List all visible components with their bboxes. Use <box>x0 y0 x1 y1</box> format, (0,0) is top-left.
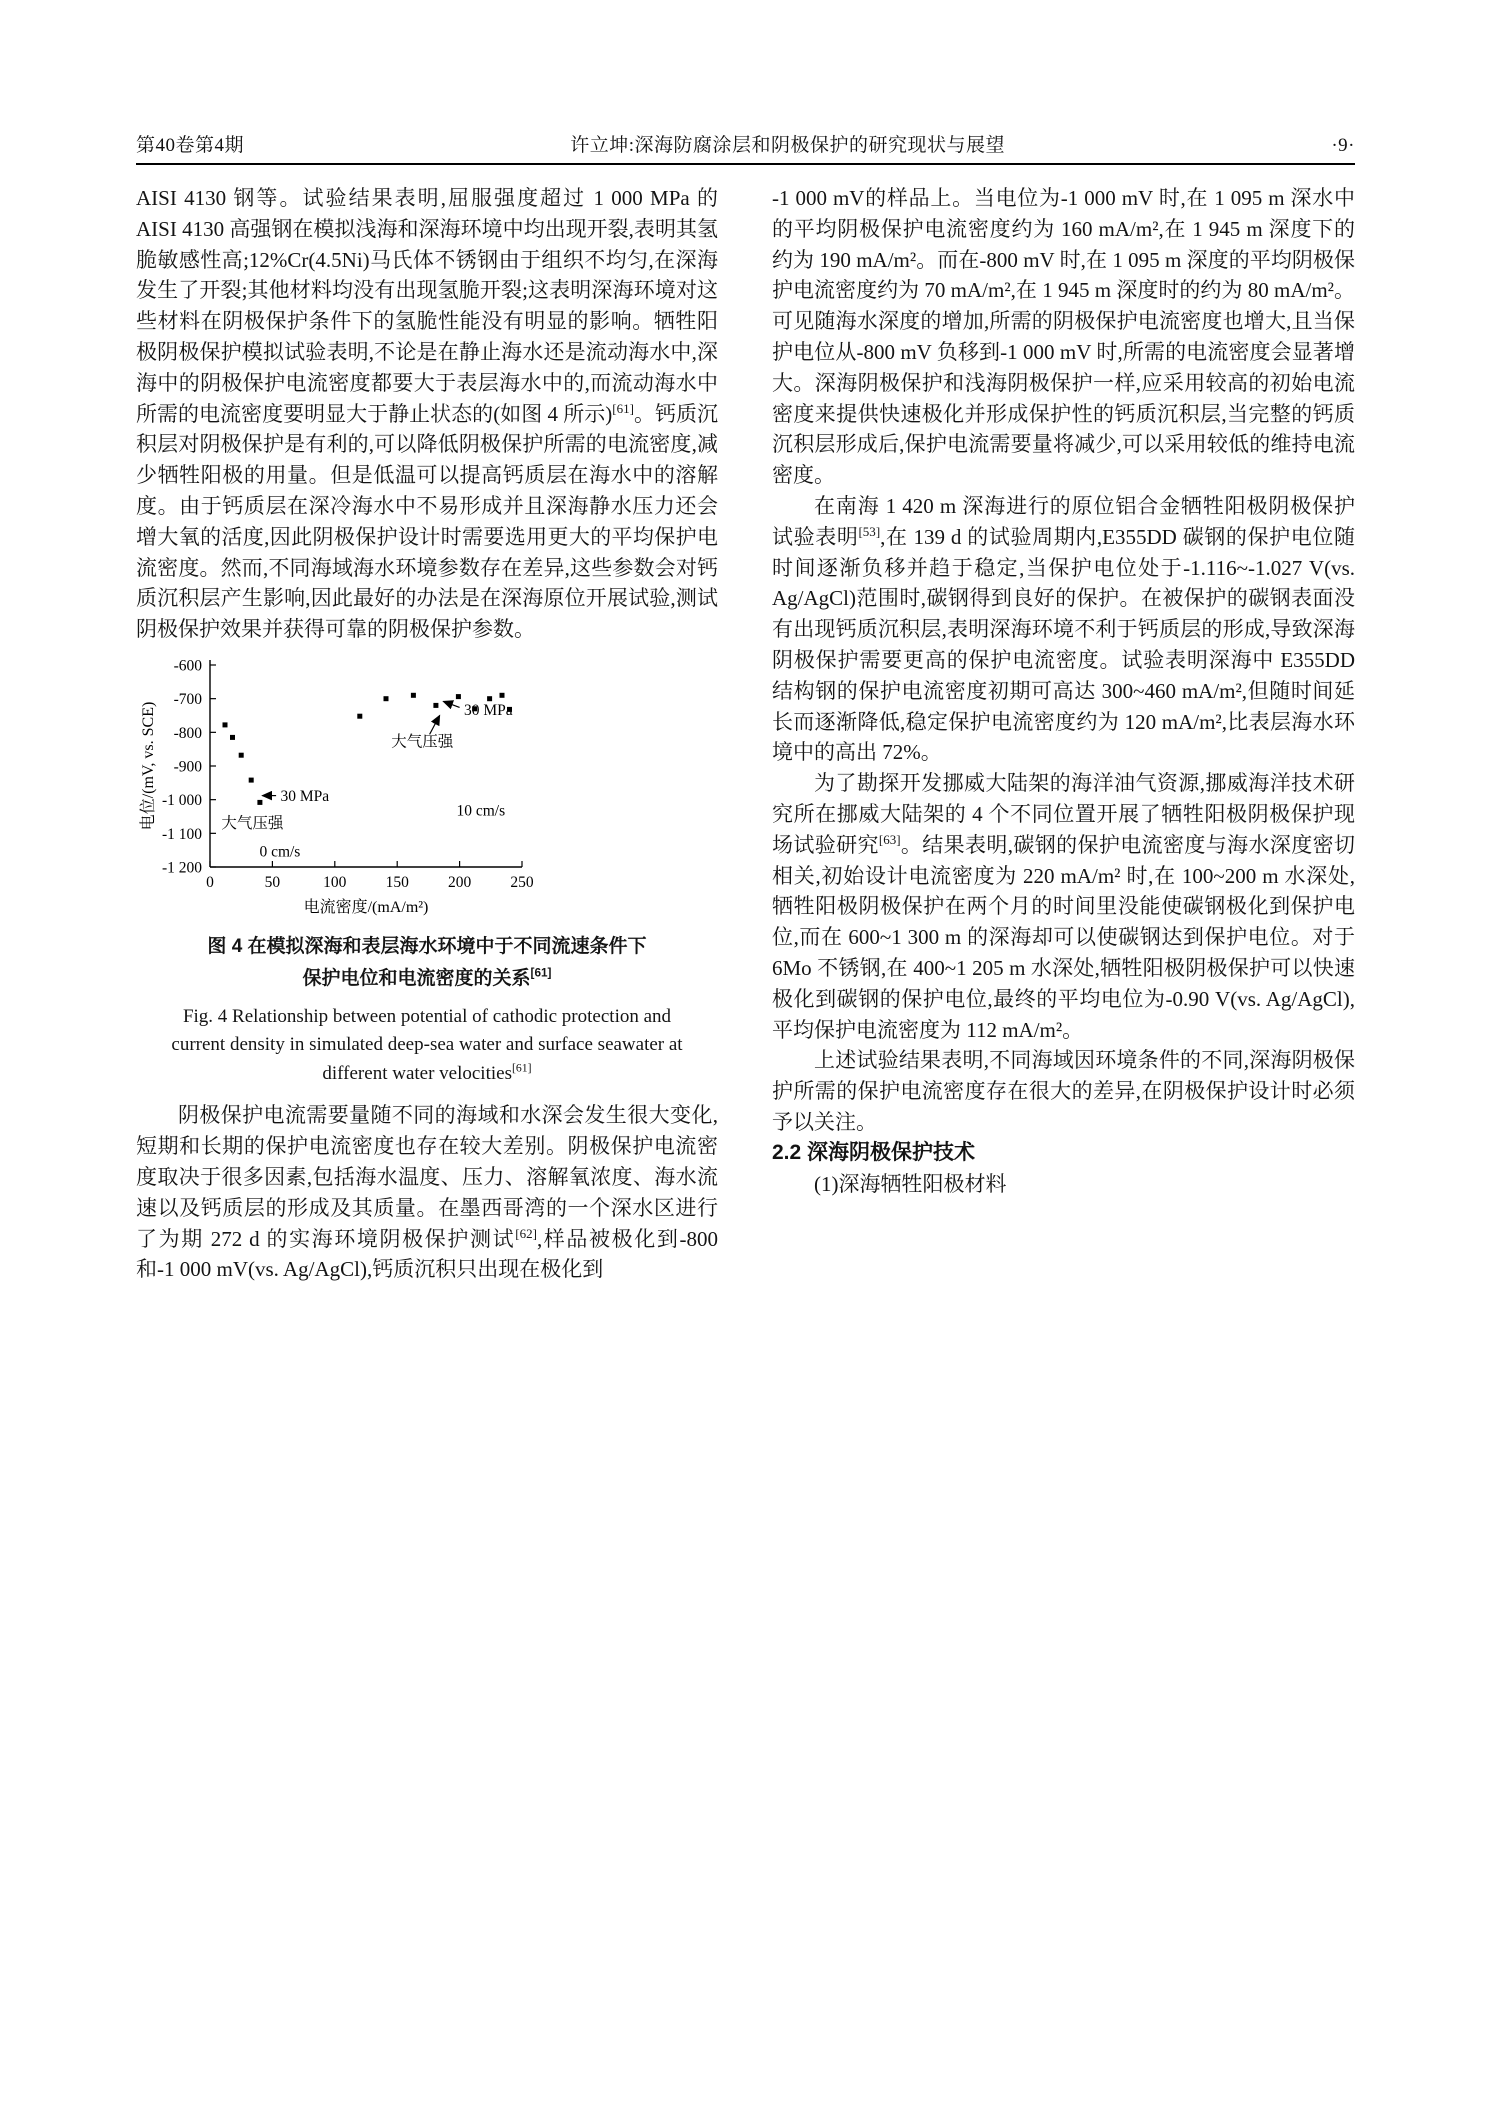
chart-data-point <box>223 722 228 727</box>
chart-data-point <box>433 703 438 708</box>
x-tick-label: 150 <box>385 873 409 891</box>
chart-data-point <box>239 753 244 758</box>
chart-y-axis-label: 电位/(mV, vs. SCE) <box>140 701 157 831</box>
chart-annotation: 30 MPa <box>463 701 513 719</box>
chart-annotation: 大气压强 <box>221 815 284 833</box>
chart-annotation: 30 MPa <box>280 788 330 806</box>
running-title: 许立坤:深海防腐涂层和阴极保护的研究现状与展望 <box>570 135 1006 156</box>
chart-data-point <box>384 696 389 701</box>
chart-annotation: 10 cm/s <box>456 802 506 820</box>
right-column <box>772 183 1355 1199</box>
x-tick-label: 100 <box>323 873 347 891</box>
chart-data-point <box>500 693 505 698</box>
paragraph: (1)深海牺牲阳极材料 <box>814 1171 1007 1196</box>
chart-data-point <box>230 735 235 740</box>
chart-annotation: 0 cm/s <box>259 843 301 861</box>
y-tick-label: -1 100 <box>161 825 202 843</box>
paragraph: 在南海 1 420 m 深海进行的原位铝合金牺牲阳极阴极保护试验表明[53],在 139 d 的试验周期内,E355DD 碳钢的保护电位随时间逐渐负移并趋于稳定,当保护电位处于-1.116~-1.027 V(vs. Ag/AgCl)范围时,碳钢得到良好的保护。在被保护的碳钢表面没有出现钙质沉积层,表明深海环境不利于钙质层的形成,导致深海阴极保护需要更高的保护电流密度。试验表明深海中 E355DD 结构钢的保护电流密度初期可高达 300~460 mA/m²,但随时间延长而逐渐降低,稳定保护电流密度约为 120 mA/m²,比表层海水环境中的高出 72%。 <box>772 493 1355 765</box>
figure-caption-zh-line1: 图 4 在模拟深海和表层海水环境中于不同流速条件下 <box>207 935 647 957</box>
figure-4 <box>136 655 718 1089</box>
chart-data-point <box>257 800 262 805</box>
chart-data-point <box>487 696 492 701</box>
chart-data-point <box>456 694 461 699</box>
figure4-chart <box>136 655 536 923</box>
chart-data-point <box>411 693 416 698</box>
paragraph: 上述试验结果表明,不同海域因环境条件的不同,深海阴极保护所需的保护电流密度存在很大的差异,在阴极保护设计时必须予以关注。 <box>772 1048 1355 1134</box>
x-tick-label: 200 <box>447 873 472 891</box>
y-tick-label: -900 <box>173 758 202 776</box>
figure-caption-zh-line2: 保护电位和电流密度的关系[61] <box>302 966 552 989</box>
header-rule <box>136 163 1355 165</box>
figure-caption-en: Fig. 4 Relationship between potential of cathodic protection and current density in simulated deep-sea water and surface seawater at different water velocities[61] <box>171 1005 683 1084</box>
x-tick-label: 250 <box>510 873 534 891</box>
page-number: ·9· <box>1331 135 1355 156</box>
paragraph: 阴极保护电流需要量随不同的海域和水深会发生很大变化,短期和长期的保护电流密度也存在较大差别。阴极保护电流密度取决于很多因素,包括海水温度、压力、溶解氧浓度、海水流速以及钙质层的形成及其质量。在墨西哥湾的一个深水区进行了为期 272 d 的实海环境阴极保护测试[62],样品被极化到-800 和-1 000 mV(vs. Ag/AgCl),钙质沉积只出现在极化到 <box>136 1103 719 1282</box>
chart-data-point <box>357 714 362 719</box>
paragraph: -1 000 mV的样品上。当电位为-1 000 mV 时,在 1 095 m 深水中的平均阴极保护电流密度约为 160 mA/m²,在 1 945 m 深度下的约为 190 mA/m²。而在-800 mV 时,在 1 095 m 深度的平均阴极保护电流密度约为 70 mA/m²,在 1 945 m 深度时的约为 80 mA/m²。可见随海水深度的增加,所需的阴极保护电流密度也增大,且当保护电位从-800 mV 负移到-1 000 mV 时,所需的电流密度会显著增大。深海阴极保护和浅海阴极保护一样,应采用较高的初始电流密度来提供快速极化并形成保护性的钙质沉积层,当完整的钙质沉积层形成后,保护电流需要量将减少,可以采用较低的维持电流密度。 <box>772 186 1355 488</box>
chart-data-point <box>249 778 254 783</box>
left-column <box>136 183 718 1285</box>
y-tick-label: -800 <box>173 724 202 742</box>
x-tick-label: 0 <box>206 873 214 891</box>
y-tick-label: -700 <box>173 691 202 709</box>
page-header <box>136 130 1355 157</box>
paragraph: 为了勘探开发挪威大陆架的海洋油气资源,挪威海洋技术研究所在挪威大陆架的 4 个不同位置开展了牺牲阳极阴极保护现场试验研究[63]。结果表明,碳钢的保护电流密度与海水深度密切相关,初始设计电流密度为 220 mA/m² 时,在 100~200 m 水深处,牺牲阳极阴极保护在两个月的时间里没能使碳钢极化到保护电位,而在 600~1 300 m 的深海却可以使碳钢达到保护电位。对于 6Mo 不锈钢,在 400~1 205 m 水深处,牺牲阳极阴极保护可以快速极化到碳钢的保护电位,最终的平均电位为-0.90 V(vs. Ag/AgCl),平均保护电流密度为 112 mA/m²。 <box>772 771 1356 1042</box>
chart-x-axis-label: 电流密度/(mA/m²) <box>303 898 429 916</box>
x-tick-label: 50 <box>264 873 281 891</box>
section-heading-2-2: 2.2 深海阴极保护技术 <box>772 1140 976 1164</box>
y-tick-label: -1 000 <box>161 792 202 810</box>
y-tick-label: -1 200 <box>161 859 202 877</box>
paragraph: AISI 4130 钢等。试验结果表明,屈服强度超过 1 000 MPa 的 AISI 4130 高强钢在模拟浅海和深海环境中均出现开裂,表明其氢脆敏感性高;12%Cr(4.5Ni)马氏体不锈钢由于组织不均匀,在深海发生了开裂;其他材料均没有出现氢脆开裂;这表明深海环境对这些材料在阴极保护条件下的氢脆性能没有明显的影响。牺牲阳极阴极保护模拟试验表明,不论是在静止海水还是流动海水中,深海中的阴极保护电流密度都要大于表层海水中的,而流动海水中所需的电流密度要明显大于静止状态的(如图 4 所示)[61]。钙质沉积层对阴极保护是有利的,可以降低阴极保护所需的电流密度,减少牺牲阳极的用量。但是低温可以提高钙质层在海水中的溶解度。由于钙质层在深冷海水中不易形成并且深海静水压力还会增大氧的活度,因此阴极保护设计时需要选用更大的平均保护电流密度。然而,不同海域海水环境参数存在差异,这些参数会对钙质沉积层产生影响,因此最好的办法是在深海原位开展试验,测试阴极保护效果并获得可靠的阴极保护参数。 <box>136 186 718 642</box>
journal-issue: 第40卷第4期 <box>136 135 245 156</box>
chart-annotation: 大气压强 <box>391 733 454 751</box>
y-tick-label: -600 <box>173 657 202 675</box>
